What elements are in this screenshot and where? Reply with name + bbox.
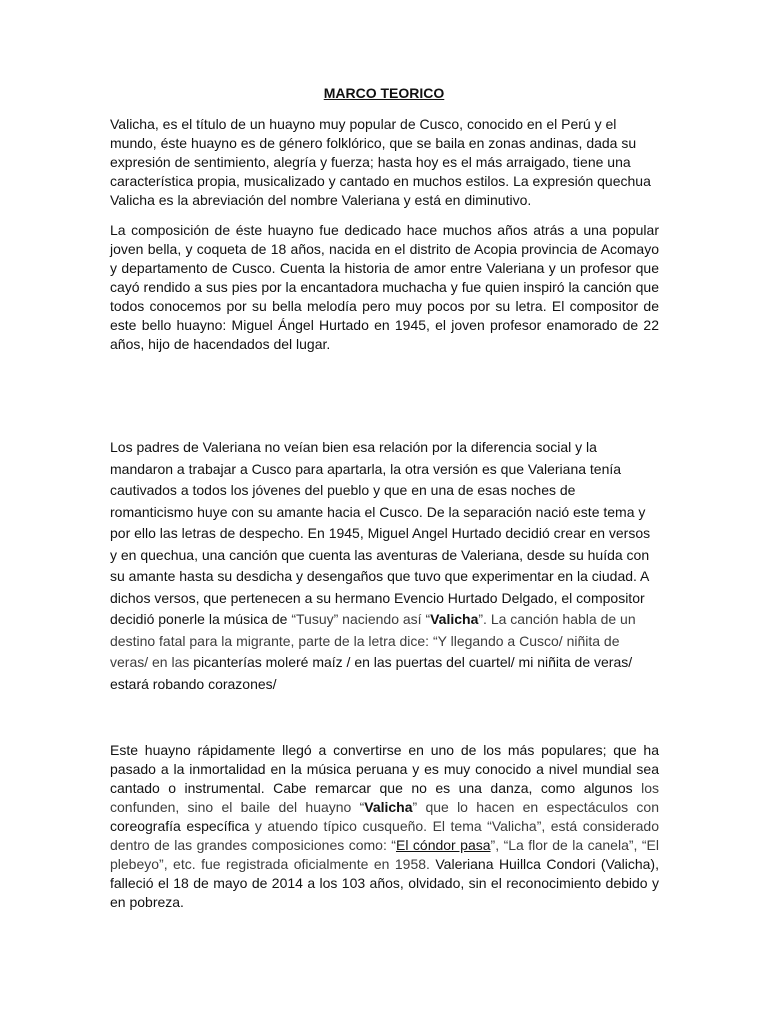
paragraph-3-tusuy-text: “Tusuy” naciendo así “: [291, 611, 431, 627]
document-title: MARCO TEORICO: [323, 85, 445, 101]
paragraph-3: [110, 437, 659, 695]
paragraph-4-espectaculos-text: ” que lo hacen en espectáculos con: [412, 799, 659, 815]
el-condor-pasa-link[interactable]: El cóndor pasa: [395, 837, 491, 853]
paragraph-4: [110, 741, 659, 912]
paragraph-3-lyrics-intro: ”. La canción habla de un destino fatal para la migrante, parte de la letra dice: “Y llegando a Cusco/ niñita de veras/ en las: [110, 611, 636, 670]
valicha-bold-text: Valicha: [364, 799, 413, 815]
paragraph-4-atuendo-text: y atuendo típico cusqueño. El tema “Valicha”, está considerado dentro de las grandes composiciones como: “: [110, 818, 659, 853]
valicha-bold-text: Valicha: [430, 611, 479, 627]
paragraph-3-lyrics-end: picanterías moleré maíz / en las puertas del cuartel/ mi niñita de veras/ estará robando corazones/: [110, 654, 633, 692]
coreografia-text: coreografía específica: [110, 818, 250, 834]
paragraph-4-text: Este huayno rápidamente llegó a convertirse en uno de los más populares; que ha pasado a la inmortalidad en la música peruana y es muy conocido a nivel mundial sea cantado o instrumental. Cabe remarcar que no es una danza, como algunos: [110, 742, 659, 796]
paragraph-4-songs-text: ”, “La flor de la canela”, “El plebeyo”, etc. fue registrada oficialmente en 1958.: [110, 837, 659, 872]
paragraph-1: Valicha, es el título de un huayno muy popular de Cusco, conocido en el Perú y el mundo, éste huayno es de género folklórico, que se baila en zonas andinas, dada su expresión de sentimiento, alegría y fuerza; hasta hoy es el más arraigado, tiene una característica propia, musicalizado y cantado en muchos estilos. La expresión quechua Valicha es la abreviación del nombre Valeriana y está en diminutivo.: [110, 116, 651, 208]
paragraph-4-confunden-text: los confunden, sino el baile del huayno “: [110, 780, 659, 815]
paragraph-2: La composición de éste huayno fue dedicado hace muchos años atrás a una popular joven bella, y coqueta de 18 años, nacida en el distrito de Acopia provincia de Acomayo y departamento de Cusco. Cuenta la historia de amor entre Valeriana y un profesor que cayó rendido a sus pies por la encantadora muchacha y fue quien inspiró la canción que todos conocemos por su bella melodía pero muy pocos por su letra. El compositor de este bello huayno: Miguel Ángel Hurtado en 1945, el joven profesor enamorado de 22 años, hijo de hacendados del lugar.: [110, 222, 659, 352]
paragraph-3-text: Los padres de Valeriana no veían bien esa relación por la diferencia social y la mandaron a trabajar a Cusco para apartarla, la otra versión es que Valeriana tenía cautivados a todos los jóvenes del pueblo y que en una de esas noches de romanticismo huye con su amante hacia el Cusco. De la separación nació este tema y por ello las letras de despecho. En 1945, Miguel Angel Hurtado decidió crear en versos y en quechua, una canción que cuenta las aventuras de Valeriana, desde su huída con su amante hasta su desdicha y desengaños que tuvo que experimentar en la ciudad. A dichos versos, que pertenecen a su hermano Evencio Hurtado Delgado, el compositor decidió ponerle la música de: [110, 439, 651, 627]
paragraph-4-closing-text: Valeriana Huillca Condori (Valicha), falleció el 18 de mayo de 2014 a los 103 años, olvidado, sin el reconocimiento debido y en pobreza.: [110, 856, 659, 910]
